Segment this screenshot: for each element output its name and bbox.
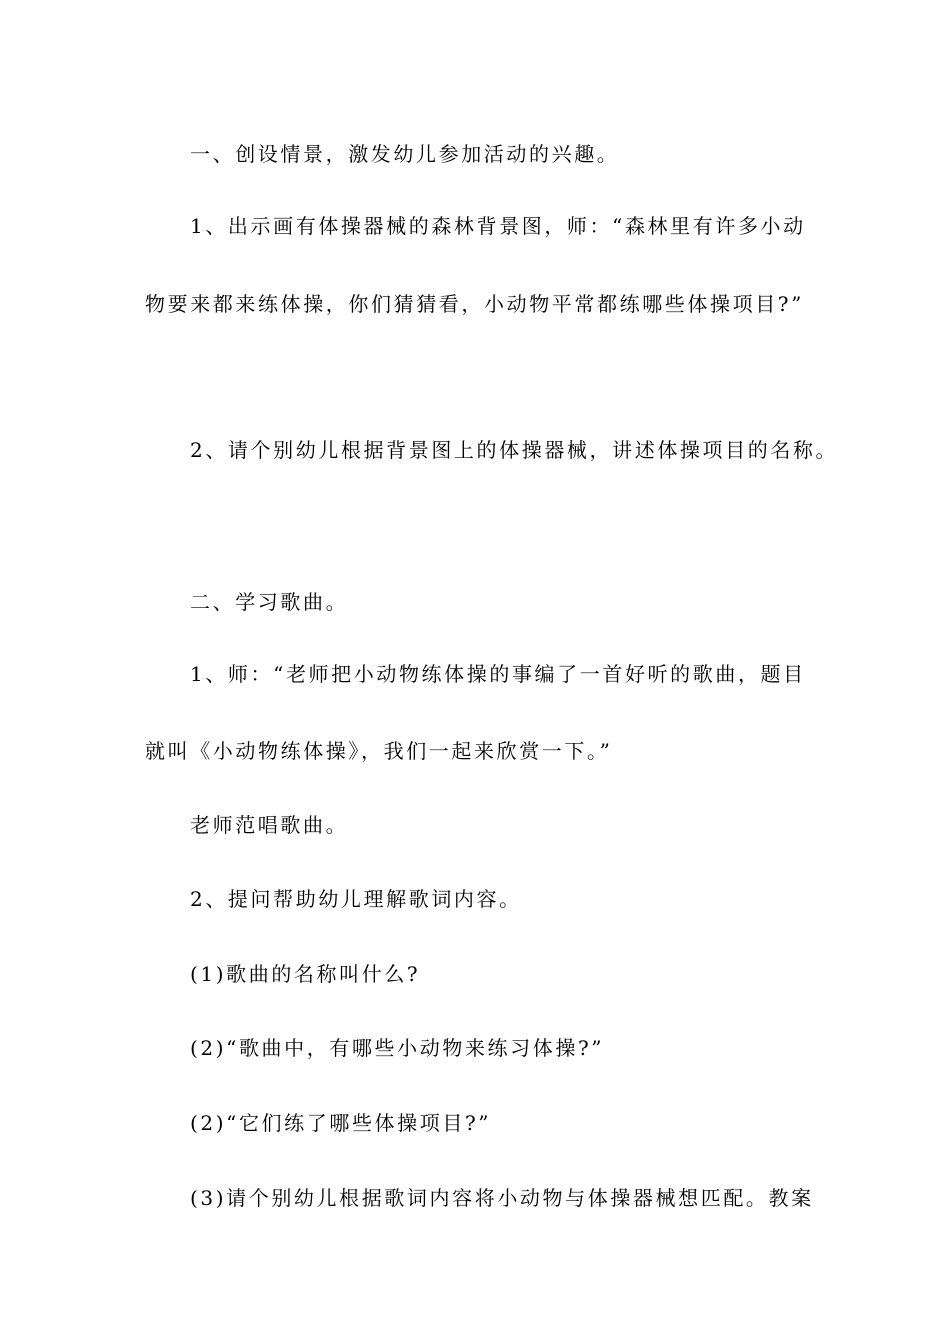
paragraph-line: 老师范唱歌曲。 bbox=[190, 813, 349, 837]
paragraph-line: 2、提问帮助幼儿理解歌词内容。 bbox=[190, 887, 522, 911]
section-heading-1: 一、创设情景，激发幼儿参加活动的兴趣。 bbox=[190, 142, 620, 166]
paragraph-line: 1、出示画有体操器械的森林背景图，师：“森林里有许多小动 bbox=[190, 214, 806, 238]
list-item: (2)“歌曲中，有哪些小动物来练习体操?” bbox=[190, 1036, 605, 1060]
paragraph-line: 就叫《小动物练体操》，我们一起来欣赏一下。” bbox=[145, 739, 613, 763]
paragraph-line: 1、师：“老师把小动物练体操的事编了一首好听的歌曲，题目 bbox=[190, 662, 806, 686]
section-heading-2: 二、学习歌曲。 bbox=[190, 590, 349, 614]
paragraph-line: 物要来都来练体操，你们猜猜看，小动物平常都练哪些体操项目?” bbox=[145, 292, 804, 316]
paragraph-line: 2、请个别幼儿根据背景图上的体操器械，讲述体操项目的名称。 bbox=[190, 438, 839, 462]
list-item: (3)请个别幼儿根据歌词内容将小动物与体操器械想匹配。教案 bbox=[190, 1186, 814, 1210]
list-item: (1)歌曲的名称叫什么? bbox=[190, 962, 421, 986]
list-item: (2)“它们练了哪些体操项目?” bbox=[190, 1111, 492, 1135]
